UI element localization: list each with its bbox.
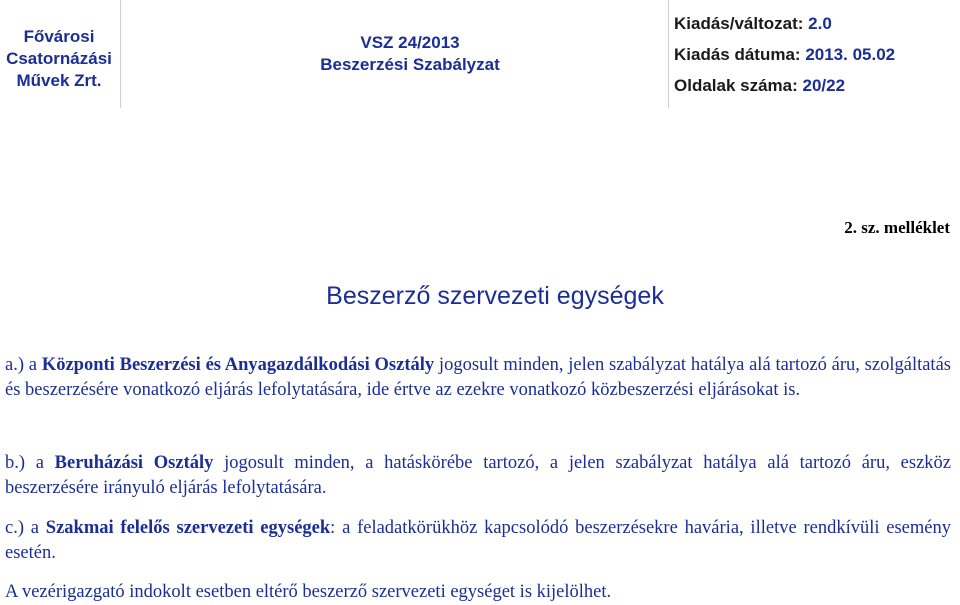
edition-row bbox=[674, 8, 960, 39]
header-divider bbox=[668, 0, 669, 108]
paragraph-prefix: c.) a bbox=[5, 518, 46, 538]
annex-label: 2. sz. melléklet bbox=[844, 218, 950, 237]
document-name: Beszerzési Szabályzat bbox=[320, 55, 500, 74]
pages-label: Oldalak száma: bbox=[674, 76, 803, 95]
edition-value: 2.0 bbox=[808, 14, 832, 33]
document-header bbox=[0, 0, 960, 112]
unit-name: Központi Beszerzési és Anyagazdálkodási Osztály bbox=[41, 355, 435, 375]
document-identity bbox=[280, 32, 540, 76]
paragraph-text: : a feladatkörükhöz kapcsolódó beszerzésekre havária, illetve rendkívüli esemény esetén. bbox=[5, 518, 951, 563]
paragraph-a bbox=[5, 353, 951, 403]
header-divider bbox=[120, 0, 121, 108]
unit-name: Szakmai felelős szervezeti egységek bbox=[45, 518, 331, 538]
unit-name: Beruházási Osztály bbox=[54, 453, 214, 473]
paragraph-b bbox=[5, 451, 951, 501]
document-code: VSZ 24/2013 bbox=[360, 33, 460, 52]
edition-label: Kiadás/változat: bbox=[674, 14, 809, 33]
document-meta bbox=[674, 8, 960, 101]
date-row bbox=[674, 39, 960, 70]
paragraph-text: jogosult minden, jelen szabályzat hatálya alá tartozó áru, szolgáltatás és beszerzésére vonatkozó eljárás lefolytatására, ide értve az ezekre vonatkozó közbeszerzési eljárásokat is. bbox=[5, 355, 951, 400]
date-label: Kiadás dátuma: bbox=[674, 45, 806, 64]
pages-row bbox=[674, 70, 960, 101]
paragraph-c bbox=[5, 516, 951, 566]
page-title: Beszerző szervezeti egységek bbox=[326, 282, 664, 310]
company-line: Csatornázási bbox=[6, 49, 112, 68]
company-line: Művek Zrt. bbox=[16, 71, 102, 90]
paragraph-prefix: b.) a bbox=[5, 453, 55, 473]
company-name bbox=[0, 26, 118, 92]
company-line: Fővárosi bbox=[23, 27, 95, 46]
paragraph-text: jogosult minden, a hatáskörébe tartozó, a jelen szabályzat hatálya alá tartozó áru, eszköz beszerzésére irányuló eljárás lefolytatására. bbox=[5, 453, 951, 498]
pages-value: 20/22 bbox=[802, 76, 846, 95]
date-value: 2013. 05.02 bbox=[805, 45, 896, 64]
paragraph-prefix: a.) a bbox=[5, 355, 42, 375]
closing-paragraph: A vezérigazgató indokolt esetben eltérő beszerző szervezeti egységet is kijelölhet. bbox=[5, 582, 612, 602]
